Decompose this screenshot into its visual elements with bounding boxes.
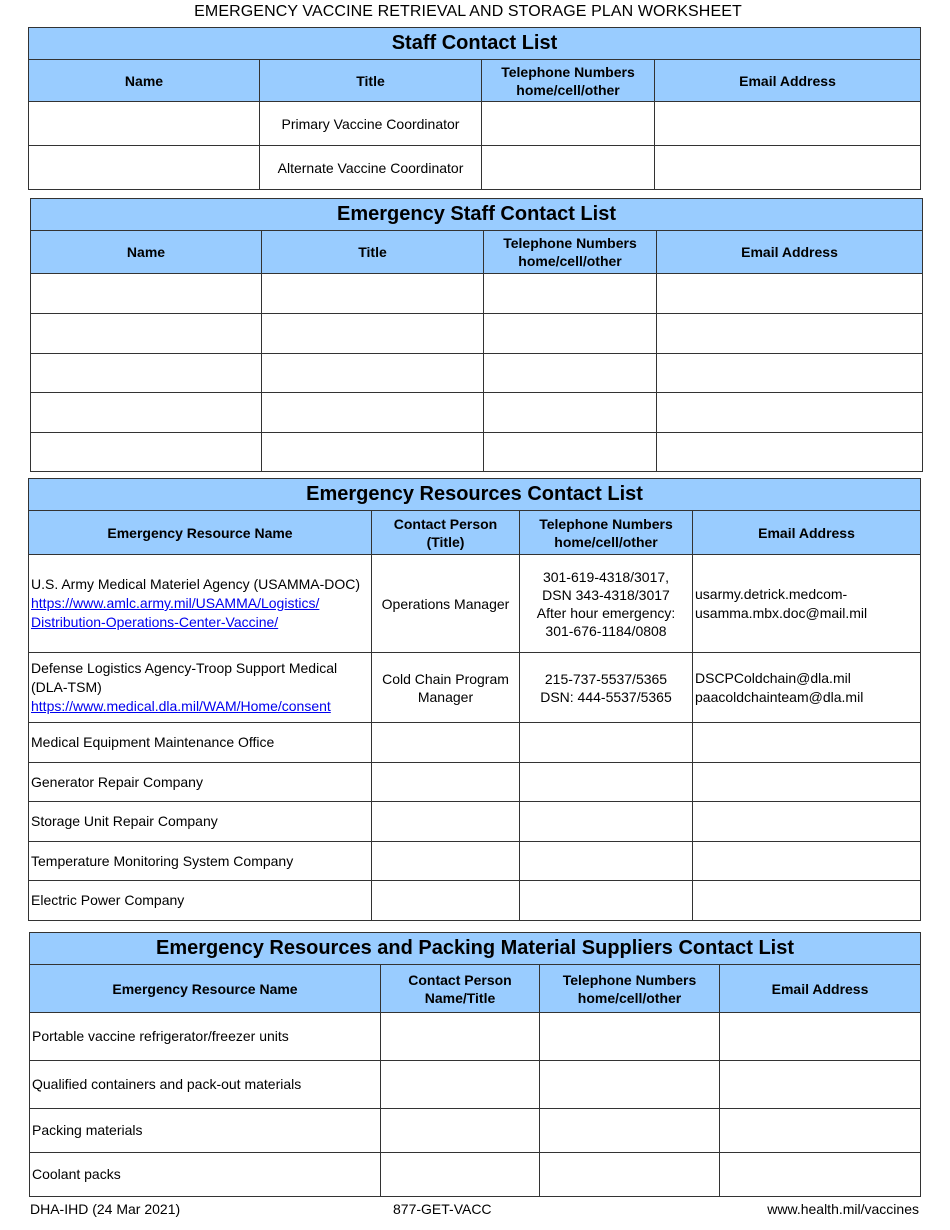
resource-name: Defense Logistics Agency-Troop Support Medical (DLA-TSM) — [31, 660, 338, 695]
email-cell[interactable] — [657, 314, 923, 354]
resource-name-cell: Portable vaccine refrigerator/freezer units — [30, 1013, 381, 1061]
email-cell[interactable] — [720, 1061, 921, 1109]
email-cell[interactable] — [720, 1013, 921, 1061]
column-header: Emergency Resource Name — [29, 511, 372, 555]
resource-name-cell: Qualified containers and pack-out materials — [30, 1061, 381, 1109]
resource-name: U.S. Army Medical Materiel Agency (USAMMA-DOC) — [31, 576, 361, 592]
contact-cell[interactable] — [381, 1061, 540, 1109]
footer-form-id: DHA-IHD (24 Mar 2021) — [30, 1201, 181, 1217]
table-row — [31, 274, 923, 314]
email-cell[interactable] — [657, 274, 923, 314]
name-cell[interactable] — [31, 393, 262, 433]
table-row — [29, 723, 921, 763]
footer-phone: 877-GET-VACC — [393, 1201, 492, 1217]
phone-cell[interactable] — [482, 146, 655, 190]
resource-name-cell: Electric Power Company — [29, 881, 372, 921]
contact-cell[interactable] — [372, 842, 520, 881]
email-cell[interactable] — [720, 1153, 921, 1197]
phone-cell[interactable] — [520, 842, 693, 881]
phone-cell: 215-737-5537/5365 DSN: 444-5537/5365 — [520, 653, 693, 723]
phone-cell: 301-619-4318/3017, DSN 343-4318/3017 After hour emergency: 301-676-1184/0808 — [520, 555, 693, 653]
email-cell[interactable] — [720, 1109, 921, 1153]
contact-cell: Cold Chain Program Manager — [372, 653, 520, 723]
emergency-staff-contact-table — [30, 198, 923, 472]
table-row — [29, 102, 921, 146]
title-cell[interactable] — [262, 354, 484, 393]
table-row — [29, 881, 921, 921]
table-row — [31, 314, 923, 354]
email-cell[interactable] — [693, 881, 921, 921]
email-cell[interactable] — [657, 354, 923, 393]
phone-cell[interactable] — [540, 1061, 720, 1109]
email-cell[interactable] — [693, 842, 921, 881]
email-cell[interactable] — [657, 433, 923, 472]
resource-name-cell: Packing materials — [30, 1109, 381, 1153]
section-title: Emergency Resources and Packing Material Suppliers Contact List — [30, 933, 921, 965]
table-row — [29, 763, 921, 802]
header-row — [31, 231, 923, 274]
email-cell[interactable] — [693, 723, 921, 763]
title-cell[interactable] — [262, 314, 484, 354]
header-row — [29, 511, 921, 555]
page-title: EMERGENCY VACCINE RETRIEVAL AND STORAGE PLAN WORKSHEET — [194, 3, 742, 20]
column-header: Name — [29, 60, 260, 102]
table-row — [29, 146, 921, 190]
column-header: Name — [31, 231, 262, 274]
table-row — [30, 1109, 921, 1153]
phone-cell[interactable] — [540, 1013, 720, 1061]
section-title: Emergency Staff Contact List — [31, 199, 923, 231]
header-row — [30, 965, 921, 1013]
table-row — [29, 802, 921, 842]
name-cell[interactable] — [31, 354, 262, 393]
title-cell[interactable] — [262, 393, 484, 433]
email-cell[interactable] — [693, 763, 921, 802]
contact-cell[interactable] — [372, 763, 520, 802]
resource-name-cell: Generator Repair Company — [29, 763, 372, 802]
resource-name-cell: Storage Unit Repair Company — [29, 802, 372, 842]
phone-cell[interactable] — [484, 274, 657, 314]
title-cell[interactable] — [262, 433, 484, 472]
phone-cell[interactable] — [540, 1153, 720, 1197]
table-row — [31, 433, 923, 472]
name-cell[interactable] — [29, 146, 260, 190]
column-header: Title — [260, 60, 482, 102]
title-cell: Primary Vaccine Coordinator — [260, 102, 482, 146]
column-header: Email Address — [657, 231, 923, 274]
table-row — [29, 842, 921, 881]
table-row — [30, 1061, 921, 1109]
contact-cell[interactable] — [372, 881, 520, 921]
section-title: Emergency Resources Contact List — [29, 479, 921, 511]
contact-cell[interactable] — [381, 1109, 540, 1153]
usamma-link[interactable]: https://www.amlc.army.mil/USAMMA/Logistics/ Distribution-Operations-Center-Vaccine/ — [31, 595, 320, 630]
contact-cell[interactable] — [372, 723, 520, 763]
phone-cell[interactable] — [520, 723, 693, 763]
title-cell: Alternate Vaccine Coordinator — [260, 146, 482, 190]
column-header: Email Address — [655, 60, 921, 102]
phone-cell[interactable] — [484, 433, 657, 472]
email-cell[interactable] — [657, 393, 923, 433]
email-cell: usarmy.detrick.medcom- usamma.mbx.doc@mail.mil — [693, 555, 921, 653]
footer-website[interactable]: www.health.mil/vaccines — [767, 1201, 919, 1217]
table-row — [29, 555, 921, 653]
resource-name-cell — [29, 653, 372, 723]
column-header: Contact Person (Title) — [372, 511, 520, 555]
resource-name-cell — [29, 555, 372, 653]
table-row — [30, 1013, 921, 1061]
column-header: Emergency Resource Name — [30, 965, 381, 1013]
contact-cell[interactable] — [372, 802, 520, 842]
phone-cell[interactable] — [484, 393, 657, 433]
email-cell: DSCPColdchain@dla.mil paacoldchainteam@dla.mil — [693, 653, 921, 723]
suppliers-contact-table — [29, 932, 921, 1197]
column-header: Telephone Numbers home/cell/other — [482, 60, 655, 102]
name-cell[interactable] — [29, 102, 260, 146]
phone-cell[interactable] — [540, 1109, 720, 1153]
phone-cell[interactable] — [520, 763, 693, 802]
name-cell[interactable] — [31, 314, 262, 354]
emergency-resources-contact-table — [28, 478, 921, 921]
column-header: Contact Person Name/Title — [381, 965, 540, 1013]
name-cell[interactable] — [31, 274, 262, 314]
staff-contact-table — [28, 27, 921, 190]
title-cell[interactable] — [262, 274, 484, 314]
column-header: Email Address — [693, 511, 921, 555]
column-header: Title — [262, 231, 484, 274]
dla-link[interactable]: https://www.medical.dla.mil/WAM/Home/consent — [31, 698, 331, 714]
column-header: Email Address — [720, 965, 921, 1013]
contact-cell[interactable] — [381, 1013, 540, 1061]
phone-cell[interactable] — [484, 314, 657, 354]
resource-name-cell: Medical Equipment Maintenance Office — [29, 723, 372, 763]
section-title: Staff Contact List — [29, 28, 921, 60]
table-row — [29, 653, 921, 723]
phone-cell[interactable] — [520, 802, 693, 842]
resource-name-cell: Temperature Monitoring System Company — [29, 842, 372, 881]
email-cell[interactable] — [693, 802, 921, 842]
phone-cell[interactable] — [482, 102, 655, 146]
name-cell[interactable] — [31, 433, 262, 472]
phone-cell[interactable] — [484, 354, 657, 393]
contact-cell: Operations Manager — [372, 555, 520, 653]
contact-cell[interactable] — [381, 1153, 540, 1197]
phone-cell[interactable] — [520, 881, 693, 921]
column-header: Telephone Numbers home/cell/other — [484, 231, 657, 274]
email-cell[interactable] — [655, 146, 921, 190]
column-header: Telephone Numbers home/cell/other — [520, 511, 693, 555]
table-row — [30, 1153, 921, 1197]
column-header: Telephone Numbers home/cell/other — [540, 965, 720, 1013]
header-row — [29, 60, 921, 102]
resource-name-cell: Coolant packs — [30, 1153, 381, 1197]
table-row — [31, 354, 923, 393]
table-row — [31, 393, 923, 433]
email-cell[interactable] — [655, 102, 921, 146]
